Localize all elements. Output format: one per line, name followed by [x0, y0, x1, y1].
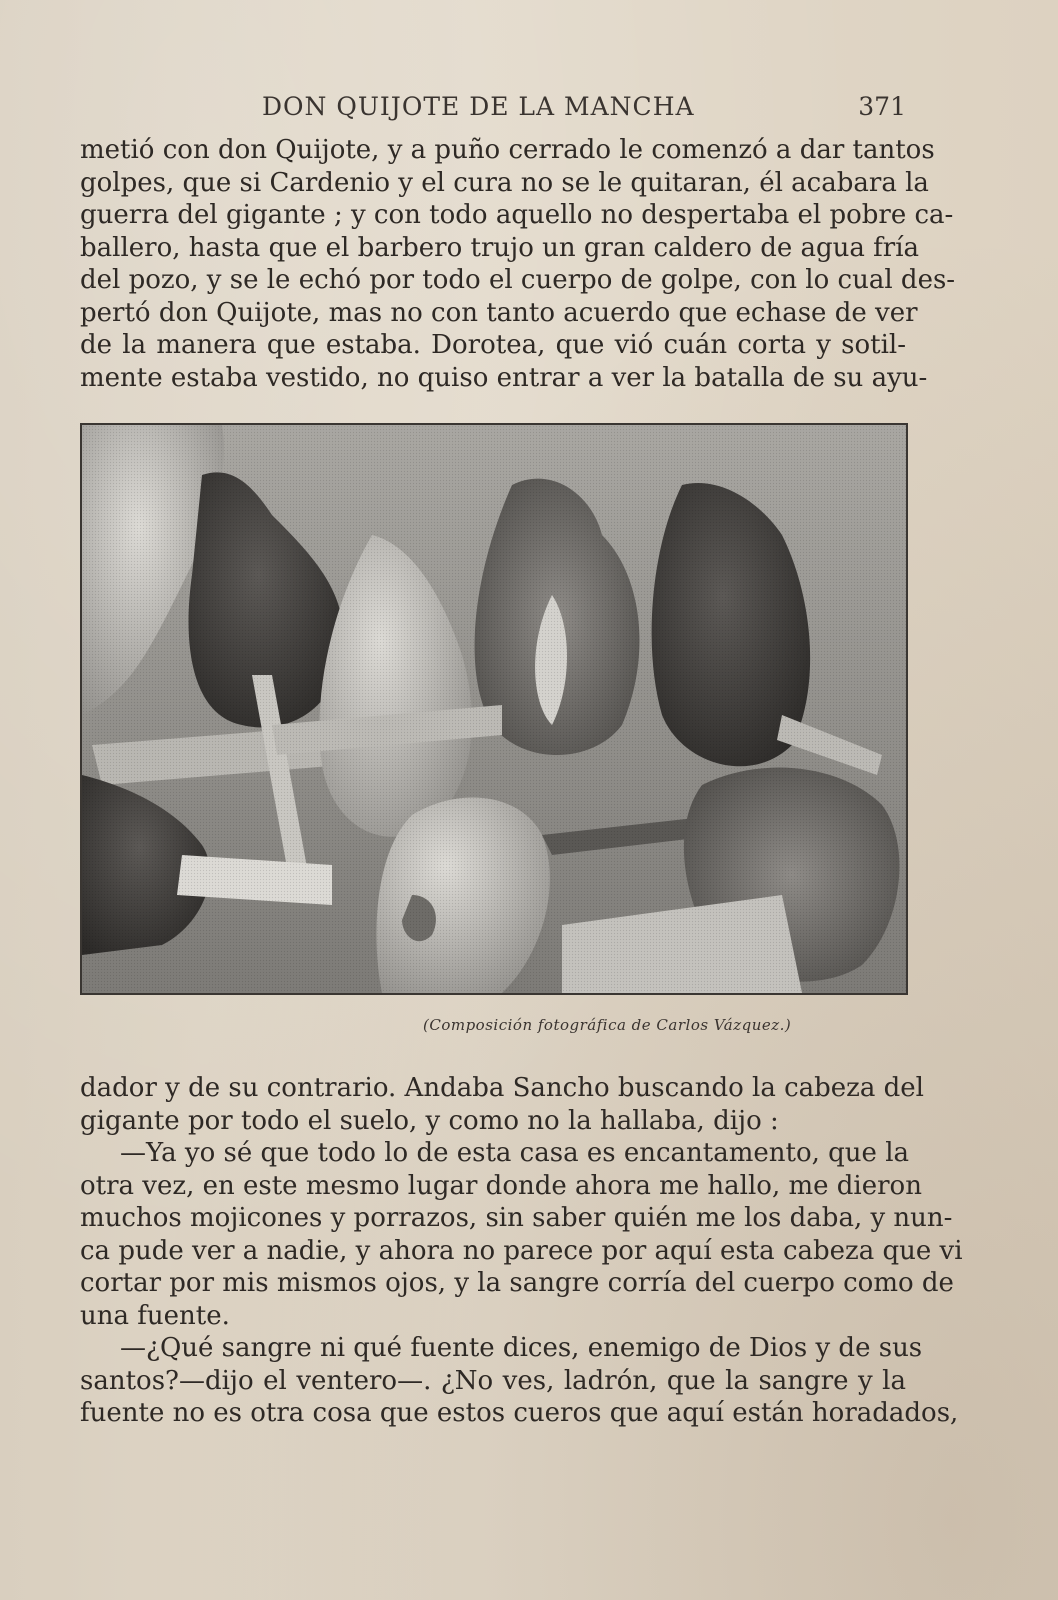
text-line: de la manera que estaba. Dorotea, que vió cuán corta y sotil-: [80, 330, 906, 360]
text-block-bottom: [80, 1072, 963, 1430]
text-line: gigante por todo el suelo, y como no la hallaba, dijo :: [80, 1105, 779, 1136]
text-block-top: [80, 134, 956, 394]
text-line: fuente no es otra cosa que estos cueros que aquí están horadados,: [80, 1398, 959, 1428]
illustration-photograph: [80, 423, 908, 995]
page-number: 371: [858, 92, 906, 121]
illustration-caption: (Composición fotográfica de Carlos Vázquez.): [423, 1016, 792, 1034]
text-line: cortar por mis mismos ojos, y la sangre corría del cuerpo como de: [80, 1268, 954, 1298]
text-line: muchos mojicones y porrazos, sin saber quién me los daba, y nun-: [80, 1203, 953, 1233]
running-title: DON QUIJOTE DE LA MANCHA: [262, 92, 695, 121]
text-line: guerra del gigante ; y con todo aquello no despertaba el pobre ca-: [80, 200, 954, 230]
text-line: —¿Qué sangre ni qué fuente dices, enemigo de Dios y de sus: [120, 1333, 923, 1363]
text-line: una fuente.: [80, 1300, 230, 1331]
text-line: golpes, que si Cardenio y el cura no se le quitaran, él acabara la: [80, 167, 929, 198]
text-line: ca pude ver a nadie, y ahora no parece por aquí esta cabeza que vi: [80, 1235, 963, 1266]
text-line: otra vez, en este mesmo lugar donde ahora me hallo, me dieron: [80, 1170, 922, 1201]
text-line: santos?—dijo el ventero—. ¿No ves, ladrón, que la sangre y la: [80, 1365, 906, 1396]
running-head: [80, 92, 906, 128]
text-line: metió con don Quijote, y a puño cerrado le comenzó a dar tantos: [80, 135, 935, 165]
text-line: del pozo, y se le echó por todo el cuerpo de golpe, con lo cual des-: [80, 265, 956, 295]
text-line: —Ya yo sé que todo lo de esta casa es encantamento, que la: [120, 1138, 910, 1168]
text-line: dador y de su contrario. Andaba Sancho buscando la cabeza del: [80, 1073, 924, 1103]
text-line: mente estaba vestido, no quiso entrar a ver la batalla de su ayu-: [80, 362, 928, 393]
text-line: ballero, hasta que el barbero trujo un gran caldero de agua fría: [80, 232, 920, 263]
text-line: pertó don Quijote, mas no con tanto acuerdo que echase de ver: [80, 297, 918, 328]
